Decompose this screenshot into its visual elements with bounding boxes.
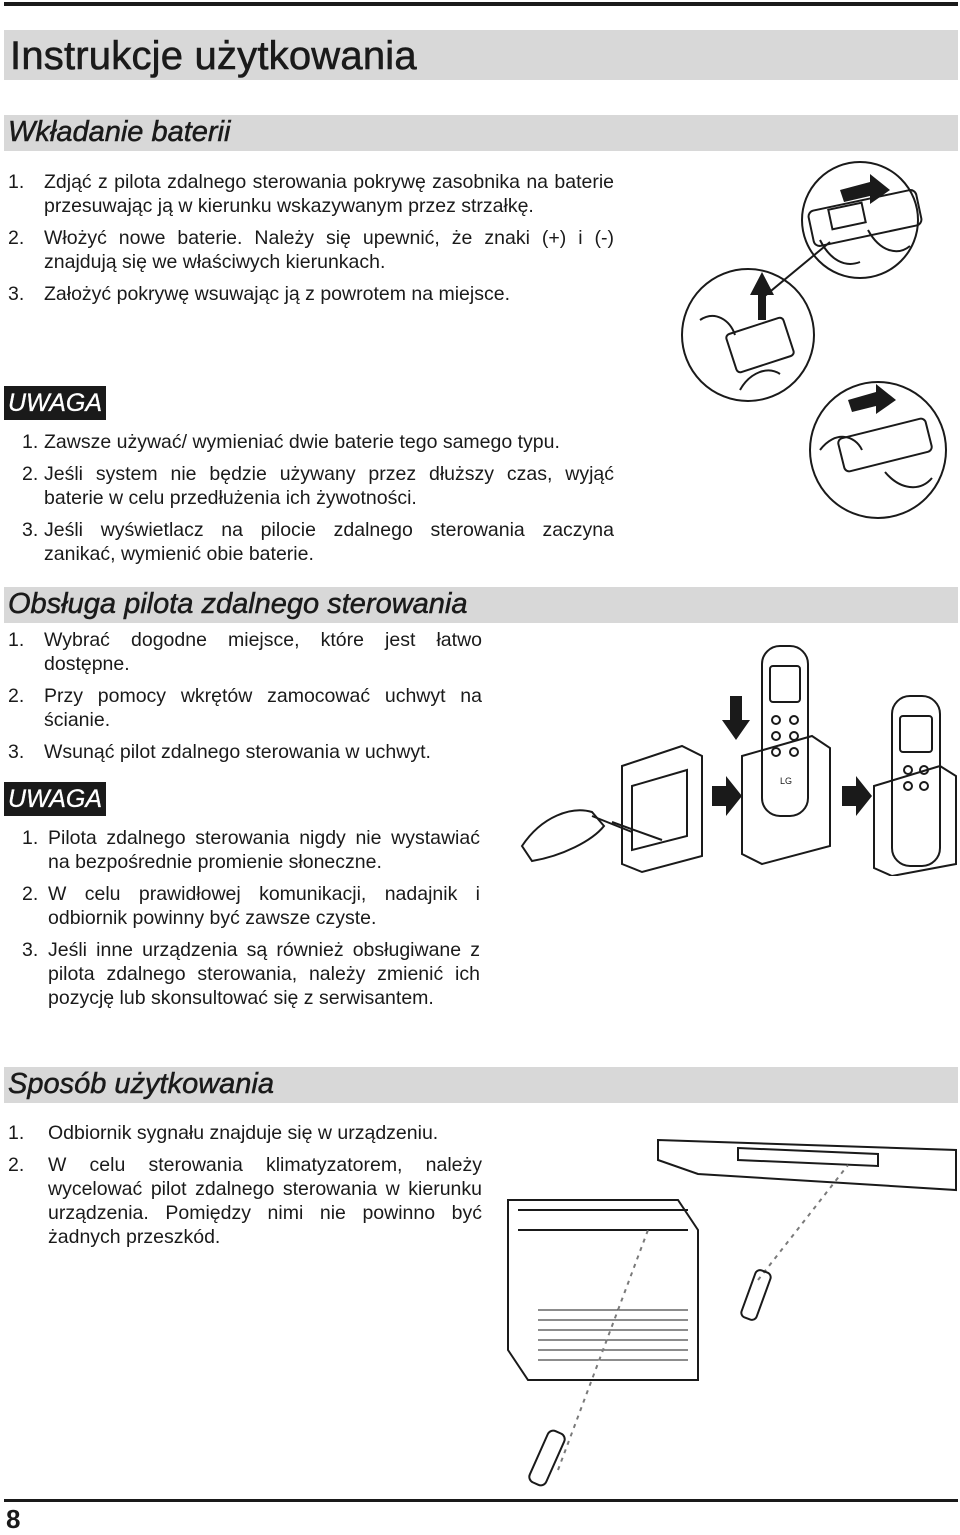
remote-steps-list: [8, 628, 482, 772]
bottom-rule: [4, 1499, 958, 1502]
remote-notes-list: [22, 826, 480, 1018]
list-item: 3. Jeśli wyświetlacz na pilocie zdalnego sterowania zaczyna zanikać, wymienić obie baterie.: [22, 519, 614, 565]
page-title: Instrukcje użytkowania: [10, 34, 417, 78]
list-item: 2. Przy pomocy wkrętów zamocować uchwyt na ścianie.: [8, 685, 482, 731]
list-item: 1. Odbiornik sygnału znajduje się w urządzeniu.: [8, 1122, 439, 1144]
battery-illustration: [680, 160, 960, 520]
battery-circle-1: [802, 162, 918, 278]
list-item: 2. W celu sterowania klimatyzatorem, należy wycelować pilot zdalnego sterowania w kierunku urządzenia. Pomiędzy nimi nie powinno być żadnych przeszkód.: [8, 1154, 482, 1248]
list-item: 1. Wybrać dogodne miejsce, które jest łatwo dostępne.: [8, 629, 482, 675]
section-title-batteries: Wkładanie baterii: [8, 116, 231, 148]
section-header-usage: [4, 1067, 958, 1103]
section-header-batteries: [4, 115, 958, 151]
remote-logo: LG: [780, 776, 793, 786]
list-item: 2. Włożyć nowe baterie. Należy się upewnić, że znaki (+) i (-) znajdują się we właściwych kierunkach.: [8, 227, 614, 273]
list-item: 2. Jeśli system nie będzie używany przez dłuższy czas, wyjąć baterie w celu przedłużenia ich żywotności.: [22, 463, 614, 509]
section-header-remote-handling: [4, 587, 958, 623]
battery-steps-illustration: [680, 160, 960, 520]
list-item: 1. Zawsze używać/ wymieniać dwie baterie tego samego typu.: [22, 431, 560, 453]
battery-circle-2: [682, 269, 814, 401]
hand-icon: [522, 810, 604, 861]
air-conditioner-illustration: [498, 1130, 958, 1492]
list-item: 2. W celu prawidłowej komunikacji, nadajnik i odbiornik powinny być zawsze czyste.: [22, 883, 480, 929]
list-item: 1. Pilota zdalnego sterowania nigdy nie wystawiać na bezpośrednie promienie słoneczne.: [22, 827, 480, 873]
list-item: 3. Założyć pokrywę wsuwając ją z powrotem na miejsce.: [8, 283, 511, 305]
remote-control-icon: [762, 646, 808, 816]
section-title-remote-handling: Obsługa pilota zdalnego sterowania: [8, 588, 468, 620]
page-title-bar: [4, 30, 958, 80]
note-badge: UWAGA: [4, 782, 106, 816]
ceiling-unit: [658, 1140, 956, 1190]
note-badge: UWAGA: [4, 386, 106, 420]
list-item: 3. Jeśli inne urządzenia są również obsługiwane z pilota zdalnego sterowania, należy zmienić ich pozycję lub skonsultować się z serwisantem.: [22, 939, 480, 1009]
list-item: 1. Zdjąć z pilota zdalnego sterowania pokrywę zasobnika na baterie przesuwając ją w kierunku wskazywanym przez strzałkę.: [8, 171, 614, 217]
floor-unit: [508, 1200, 698, 1380]
remote-holder-illustration: [512, 636, 958, 876]
section-title-usage: Sposób użytkowania: [8, 1068, 274, 1100]
list-item: 3. Wsunąć pilot zdalnego sterowania w uchwyt.: [8, 741, 431, 763]
usage-steps-list: [8, 1121, 482, 1257]
top-rule: [4, 2, 958, 6]
battery-notes-list: [22, 430, 614, 574]
wall-holder: [622, 746, 702, 872]
battery-steps-list: [8, 170, 614, 314]
page-number: 8: [6, 1504, 21, 1534]
remote-control-icon: [527, 1429, 566, 1487]
